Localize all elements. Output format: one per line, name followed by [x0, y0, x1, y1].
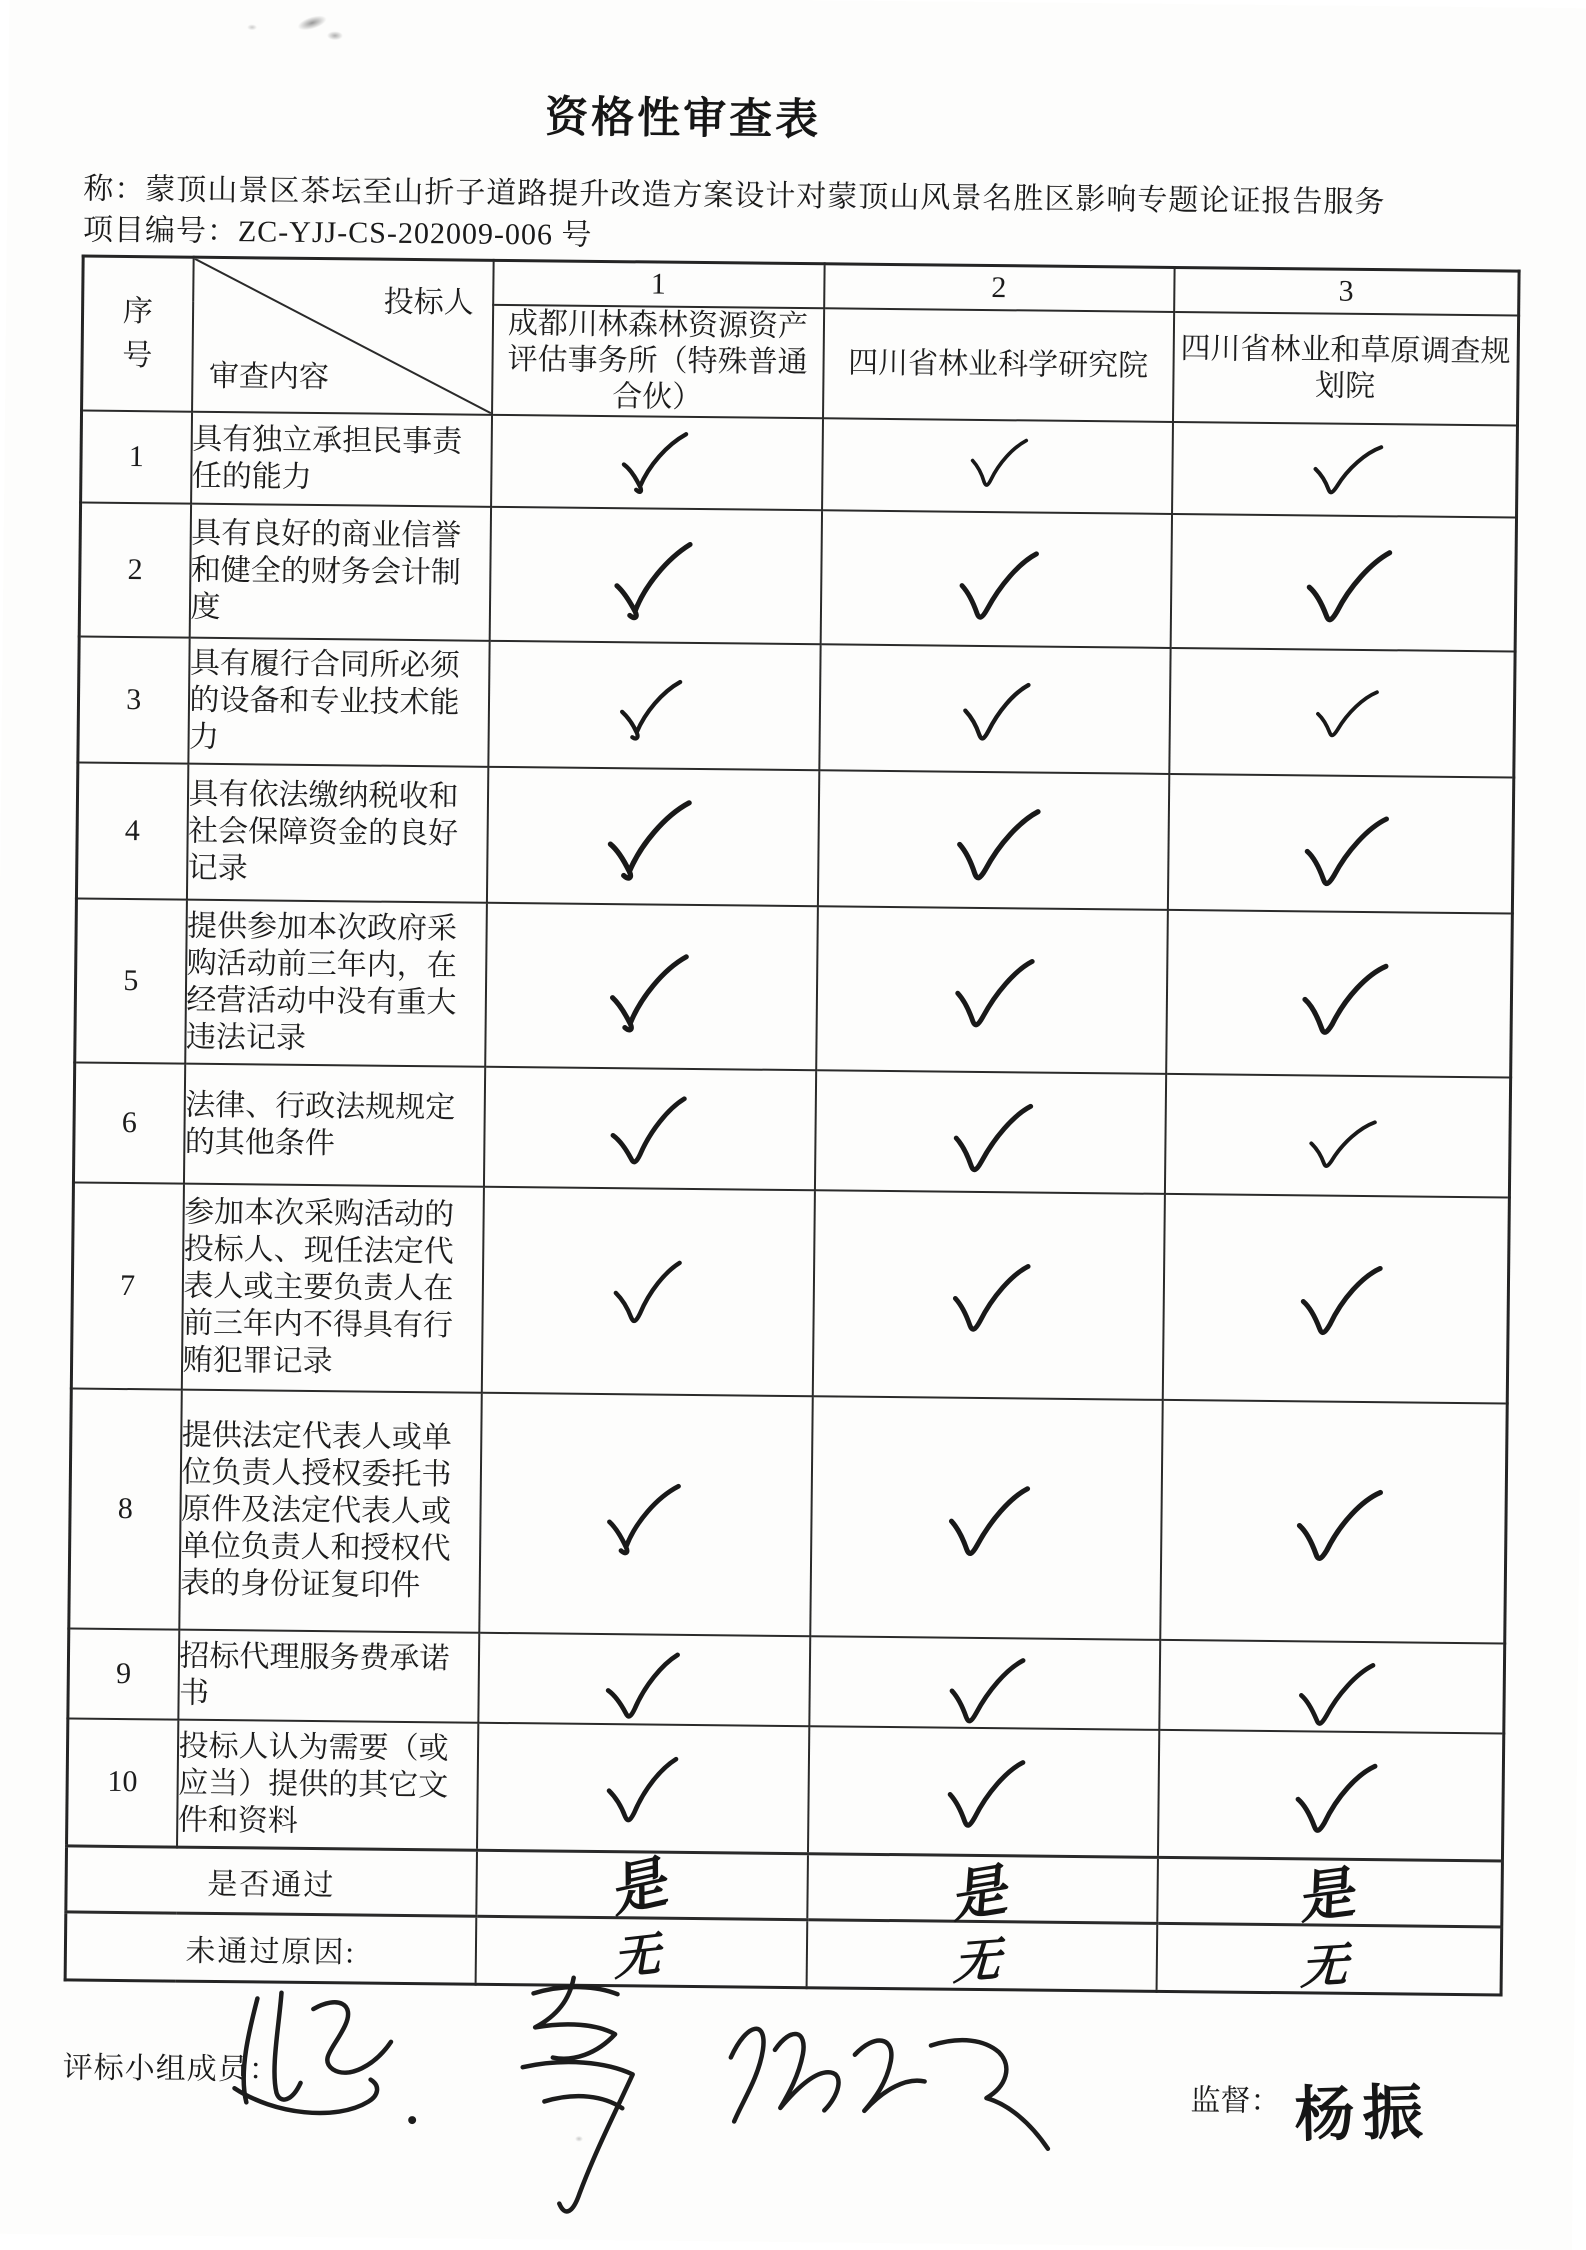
criteria-text: 提供参加本次政府采购活动前三年内，在经营活动中没有重大违法记录	[185, 899, 487, 1066]
member-signature-1	[212, 1972, 454, 2145]
checkmark-icon	[614, 428, 696, 496]
handwritten-none: 无	[1297, 1938, 1358, 1995]
members-label: 评标小组成员：	[62, 2051, 280, 2087]
fail-reason-label: 未通过原因:	[65, 1912, 476, 1984]
checkmark-icon	[601, 1093, 695, 1169]
row-number: 3	[78, 636, 189, 763]
checkmark-icon	[942, 1252, 1034, 1344]
pass-cell	[807, 1854, 1158, 1931]
criteria-text: 具有良好的商业信誉和健全的财务会计制度	[189, 503, 490, 640]
bidder-number: 1	[493, 260, 824, 307]
check-cell	[485, 902, 818, 1069]
supervisor-line	[1190, 2060, 1431, 2149]
bidder-number: 3	[1174, 267, 1519, 315]
check-cell	[812, 1190, 1164, 1400]
check-cell	[809, 1636, 1160, 1730]
row-number: 1	[81, 410, 192, 503]
handwritten-pass: 是	[614, 1849, 670, 1925]
check-cell	[1169, 647, 1515, 777]
checkmark-icon	[1299, 679, 1392, 745]
checkmark-icon	[963, 433, 1031, 492]
check-cell	[817, 770, 1168, 910]
row-number: 5	[75, 898, 187, 1063]
check-cell	[1164, 1073, 1510, 1197]
checkmark-icon	[1294, 801, 1393, 900]
fail-reason-cell	[806, 1920, 1157, 1992]
check-cell	[1159, 1639, 1505, 1733]
project-number-value: ZC-YJJ-CS-202009-006 号	[237, 215, 593, 252]
check-cell	[820, 510, 1171, 648]
checkmark-icon	[1291, 1251, 1387, 1348]
table-row	[79, 502, 1516, 651]
signature-area	[61, 1990, 1503, 2225]
page-title: 资格性审查表	[544, 94, 822, 145]
criteria-text: 参加本次采购活动的投标人、现任法定代表人或主要负责人在前三年内不得具有行贿犯罪记录	[181, 1183, 483, 1392]
criteria-text: 具有依法缴纳税收和社会保障资金的良好记录	[186, 763, 487, 902]
checkmark-icon	[945, 799, 1044, 891]
project-name-label: 称：	[83, 172, 146, 207]
project-name-value: 蒙顶山景区茶坛至山折子道路提升改造方案设计对蒙顶山风景名胜区影响专题论证报告服务	[145, 173, 1386, 220]
header-number-row	[83, 256, 1519, 315]
table-row	[81, 410, 1518, 517]
checkmark-icon	[599, 1478, 688, 1560]
member-signature-3	[710, 1991, 1062, 2165]
pass-cell	[1157, 1857, 1503, 1931]
bidder-header-label: 投标人	[383, 285, 474, 320]
member-signature-2	[473, 1967, 676, 2225]
check-cell	[822, 418, 1173, 514]
checkmark-icon	[943, 1097, 1036, 1179]
checkmark-icon	[606, 1251, 687, 1334]
checkmark-icon	[1292, 950, 1393, 1047]
checkmark-icon	[605, 537, 702, 622]
table-row	[71, 1182, 1509, 1403]
diagonal-corner-cell	[192, 257, 494, 414]
project-number-label: 项目编号：	[82, 213, 239, 249]
checkmark-icon	[1286, 1750, 1382, 1847]
check-cell	[491, 414, 823, 509]
checkmark-icon	[1287, 1476, 1388, 1573]
checkmark-icon	[599, 1748, 684, 1835]
row-number: 8	[69, 1388, 182, 1629]
check-cell	[489, 506, 821, 643]
criteria-text: 招标代理服务费承诺书	[178, 1629, 479, 1722]
criteria-text: 投标人认为需要（或应当）提供的其它文件和资料	[177, 1719, 478, 1850]
checkmark-icon	[939, 1649, 1029, 1733]
check-cell	[1170, 513, 1516, 651]
row-number: 4	[76, 762, 187, 899]
checkmark-icon	[949, 541, 1043, 629]
check-cell	[814, 1070, 1165, 1194]
checkmark-icon	[1291, 1107, 1391, 1177]
check-cell	[1160, 1399, 1507, 1643]
pass-cell	[476, 1849, 808, 1925]
handwritten-pass: 是	[1299, 1860, 1359, 1931]
table-row	[78, 636, 1515, 777]
handwritten-none: 无	[949, 1933, 1011, 1990]
row-number: 2	[79, 502, 190, 637]
document-meta	[83, 169, 1524, 266]
checkmark-icon	[602, 951, 697, 1035]
row-number: 6	[73, 1062, 184, 1183]
check-cell	[483, 1066, 815, 1189]
fail-reason-cell	[1156, 1923, 1502, 1995]
pass-label: 是否通过	[66, 1846, 477, 1916]
check-cell	[810, 1396, 1162, 1640]
criteria-header-label: 审查内容	[208, 359, 330, 394]
table-row	[75, 898, 1513, 1077]
bidder-name: 四川省林业和草原调查规划院	[1172, 311, 1518, 425]
check-cell	[819, 644, 1170, 774]
check-cell	[816, 906, 1168, 1074]
checkmark-icon	[1297, 539, 1396, 633]
table-row	[69, 1388, 1507, 1643]
check-cell	[1162, 1193, 1509, 1403]
pencil-smudge	[327, 31, 343, 40]
checkmark-icon	[945, 949, 1039, 1037]
table-row	[67, 1718, 1504, 1861]
check-cell	[1157, 1729, 1503, 1861]
pencil-smudge	[296, 13, 328, 33]
bidder-name: 成都川林森林资源资产评估事务所（特殊普通合伙）	[492, 304, 824, 417]
check-cell	[807, 1726, 1158, 1858]
handwritten-pass: 是	[951, 1857, 1012, 1931]
seq-header-cell	[82, 256, 194, 411]
pencil-smudge	[247, 24, 257, 30]
checkmark-icon	[612, 674, 691, 743]
checkmark-icon	[597, 1649, 687, 1723]
bidder-name: 四川省林业科学研究院	[823, 308, 1174, 422]
table-row	[68, 1628, 1505, 1733]
table-row	[76, 762, 1513, 913]
checkmark-icon	[1295, 432, 1397, 505]
checkmark-icon	[955, 676, 1035, 746]
check-cell	[1167, 773, 1513, 913]
check-cell	[481, 1186, 814, 1395]
check-cell	[488, 640, 820, 769]
checkmark-icon	[600, 796, 698, 882]
row-number: 9	[68, 1628, 179, 1719]
seq-header-label: 序号	[122, 294, 154, 373]
supervisor-signature: 杨振	[1293, 2079, 1432, 2149]
criteria-text: 提供法定代表人或单位负责人授权委托书原件及法定代表人或单位负责人和授权代表的身份证复印件	[179, 1389, 481, 1632]
check-cell	[1172, 421, 1518, 517]
criteria-text: 具有独立承担民事责任的能力	[191, 411, 492, 506]
check-cell	[478, 1632, 810, 1725]
row-number: 7	[71, 1182, 183, 1389]
table-row	[73, 1062, 1510, 1197]
handwritten-none: 无	[612, 1927, 669, 1986]
row-number: 10	[67, 1718, 178, 1847]
check-cell	[479, 1392, 812, 1635]
qualification-review-table	[64, 255, 1521, 1997]
checkmark-icon	[1290, 1652, 1379, 1735]
criteria-text: 具有履行合同所必须的设备和专业技术能力	[188, 637, 489, 766]
check-cell	[486, 766, 818, 905]
criteria-text: 法律、行政法规规定的其他条件	[183, 1063, 484, 1186]
checkmark-icon	[938, 1477, 1034, 1565]
check-cell	[1166, 909, 1513, 1077]
bidder-number: 2	[824, 264, 1174, 312]
check-cell	[476, 1722, 808, 1853]
supervisor-label: 监督：	[1190, 2084, 1281, 2119]
checkmark-icon	[937, 1748, 1029, 1842]
